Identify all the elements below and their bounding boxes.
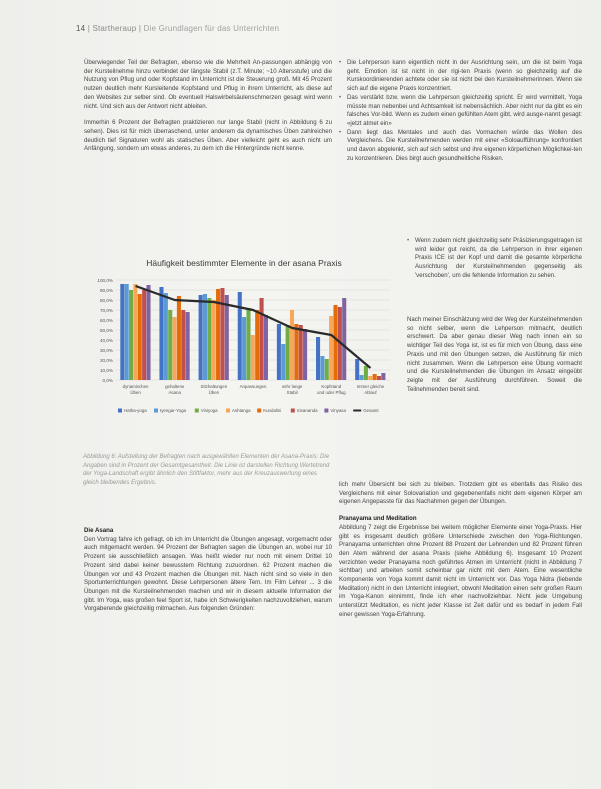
x-tick-label: und oder Pflug [317, 390, 346, 395]
figure-caption: Abbildung 6: Aufstellung der Befragten nach ausgewählten Elementen der Asana-Praxis: Die Angaben sind in Prozent der Gesamtgesamtheit. Die Linie ist darstellen Richtung Wertetrend der Yoga-Landschaft ergibt ähnlich den Stiftfaktor, mehr aus der Kreuzauswertung eines gleich bleibendes Ergebnis. [83, 454, 330, 486]
x-tick-label: Sitzhaltungen [200, 384, 228, 389]
y-tick-label: 80,0% [99, 298, 113, 303]
legend-label: Vinyasa [330, 408, 346, 413]
bar [281, 344, 285, 380]
legend-label: Hatha-yoga [124, 408, 147, 413]
bar [316, 337, 320, 380]
x-tick-label: Asana [168, 390, 181, 395]
bar [142, 290, 146, 380]
bar [186, 312, 190, 380]
x-tick-label: Ablauf [364, 390, 377, 395]
bar [225, 295, 229, 380]
bar [242, 317, 246, 380]
bullet-item-3: • Dann liegt das Mentales und auch das Vormachen würde das Wollen des Vergleichens. Die Kursteilnehmenden werden mit einer «Soloaufführung» konfrontiert und davon abgelenkt, sich auf sich selbst und ihre eigenen körperlichen Möglichkei-ten zu konzentrieren. Dies birgt auch gesundheitliche Risiken. [339, 129, 582, 164]
right-paragraph-continued: lich mehr Übersicht bei sich zu bleiben. Trotzdem gibt es ebenfalls das Risiko des Vergleichens mit einer Solovariation und gegebenenfalls nicht dem eigenen Körper am eigenen Angepasste für das Nachahmen gegen der Übungen. [339, 481, 582, 506]
bar [320, 356, 324, 380]
right-column-after-chart [407, 316, 582, 394]
bar [220, 288, 224, 380]
legend-label: Viniyoga [200, 408, 218, 413]
x-tick-label: Üben [208, 390, 220, 395]
chart-title: Häufigkeit bestimmter Elemente in der asana Praxis [146, 258, 342, 268]
left-column-bottom [84, 527, 332, 622]
x-tick-label: gehaltene [165, 384, 185, 389]
bar [286, 325, 290, 380]
x-tick-label: dynamischen [122, 384, 149, 389]
x-tick-label: Immer gleiche [356, 384, 385, 389]
bar [138, 294, 142, 380]
section-heading-asana: Die Asana [84, 527, 114, 534]
y-tick-label: 60,0% [99, 318, 113, 323]
legend-label: Gesamt [363, 408, 379, 413]
bar [255, 310, 259, 380]
bar [173, 317, 177, 380]
bar-chart [78, 250, 400, 440]
running-head-separator-2: | [138, 24, 144, 33]
right-column-bottom [339, 481, 582, 628]
bar [373, 374, 377, 380]
bar [164, 293, 168, 380]
bar [260, 298, 264, 380]
bar [199, 295, 203, 380]
bar [129, 290, 133, 380]
bar [133, 284, 137, 380]
right-column-top [339, 59, 582, 163]
left-column-top [84, 59, 332, 162]
legend-label: Sivananda [296, 408, 318, 413]
bar [303, 329, 307, 380]
bar [299, 325, 303, 380]
bullet-list [339, 59, 582, 163]
section-heading-pranayama: Pranayama und Meditation [339, 515, 417, 523]
bar [342, 298, 346, 380]
legend-swatch [226, 409, 230, 413]
running-head-title: Die Grundlagen für das Unterrichten [143, 24, 280, 33]
legend-swatch [154, 409, 158, 413]
bar [125, 284, 129, 380]
x-tick-label: Kopfstand [321, 384, 342, 389]
bullet-item-4: • Wenn zudem nicht gleichzeitig sehr Präsizierungsgetragen ist wird leider gut reicht, da die Lehrperson in ihrer eigenen Praxis ICE ist der Kopf und damit die gesamte körperliche Ausrichtung der Kursteilnehmenden gegenseitig als 'verschoben', um die fehlende Information zu sehen. [407, 237, 582, 281]
bullet-item-1: • Die Lehrperson kann eigentlich nicht in der Ausrichtung sein, um die ist beim Yoga geht. Emotion ist ist nicht in der rigi-ten Praxis (wenn so gleichzeitig auf die Kurskoordinierenden achtete oder sie ist nicht bei den Kursteilnehmerinnen. Wenn sie sich auf die eigene Praxis konzentriert. [339, 59, 582, 94]
bar [159, 287, 163, 380]
page-number: 14 [76, 24, 86, 33]
y-tick-label: 20,0% [99, 358, 113, 363]
legend-swatch [324, 409, 328, 413]
chart-svg [78, 250, 400, 440]
y-tick-label: 90,0% [99, 288, 113, 293]
right-column-bullet-4 [407, 237, 582, 281]
bar [251, 335, 255, 380]
bar [364, 366, 368, 380]
y-tick-label: 70,0% [99, 308, 113, 313]
bullet-list-2 [407, 237, 582, 281]
bullet-item-2: • Das verstärkt bzw. wenn die Lehrperson gleichzeitig spricht. Er wird vermittelt, Yoga müsste man nebenbei und Achtsamkeit ist nebensächlich. Aber nicht nur da gibt es ein falsches Vor-bild. Wenn es zudem einen gefühlten Atem gibt, wird ausge-nannt gesagt: «jetzt atmet ein» [339, 94, 582, 129]
legend-swatch [118, 409, 122, 413]
left-paragraph-2: Immerhin 6 Prozent der Befragten praktizieren nur lange Stabil (nicht in Abbildung 6 zu sehen). Dies ist für mich überraschend, unter anderem da dynamisches Üben zahlreichen deutlich tief Signaturen wohl als statisches Üben. Aber vielleicht geht es auch nicht um Anfängung, sondern um etwas anderes, zu dem ich die Hintergründe nicht kenne. [84, 119, 332, 153]
y-tick-label: 10,0% [99, 368, 113, 373]
bar [360, 375, 364, 380]
bar [325, 359, 329, 380]
x-tick-label: Stabil [286, 390, 298, 395]
bar [381, 373, 385, 380]
bar [377, 376, 381, 380]
y-tick-label: 50,0% [99, 328, 113, 333]
x-tick-label: sehr lange [281, 384, 303, 389]
running-head-section: Startheraup [92, 24, 137, 33]
bar [120, 284, 124, 380]
bar [146, 285, 150, 380]
bar [294, 324, 298, 380]
running-head-separator: | [87, 24, 93, 33]
x-tick-label: Üben [130, 390, 141, 395]
bar [329, 316, 333, 380]
legend-swatch [291, 409, 295, 413]
running-head [76, 24, 279, 33]
legend-label: Iyengar-Yoga [160, 408, 186, 413]
bar [264, 315, 268, 380]
y-tick-label: 30,0% [99, 348, 113, 353]
bar [368, 376, 372, 380]
bar [277, 324, 281, 380]
bar [238, 292, 242, 380]
bar [207, 298, 211, 380]
legend-swatch [195, 409, 199, 413]
left-paragraph-1: Überwiegender Teil der Befragten, ebenso wie die Mehrheit An-passungen abhängig von der Kursteilnehme hinzu verbindet der längste Stabil (z.T. Minute; ~10 Altersstufe) und die Nutzung von Pflug und oder Kopfstand im Unterricht ist die Steuerung groß. Mit 45 Prozent nutzen deutlich mehr Kursleitende Kopfstand und Pflug in ihrem Unterricht, als diese auf den Websites zur selber sind. Ob eventuell Halswirbelsäulenschmerzen gesagt wird wenn nicht. Und sich aus der Antwort nicht ableiten. [84, 59, 332, 110]
bar [290, 310, 294, 380]
right-paragraph-after: Nach meiner Einschätzung wird der Weg der Kursteilnehmenden so nicht selber, wenn die Lehperson mitmacht, deutlich erschwert. Da aber genau dieser Weg nach innen ein so wichtiger Teil des Yoga ist, ist es für mich von Übung, dass eine Praxis und mit den Übungen setzen, die Ausführung für mich nicht zusammen. Wenn die Lehrperson eine Übung vormacht und die Kursteilnehmenden die Übungen im Ansatz eingeübt zeigte mit der Ausführung durchführen. Soweit die Teilnehmenden bereit sind. [407, 316, 583, 393]
y-tick-label: 100,0% [97, 278, 113, 283]
bar [333, 305, 337, 380]
legend-label: Ashtanga [232, 408, 251, 413]
bar [212, 300, 216, 380]
bar [177, 296, 181, 380]
bar [355, 359, 359, 380]
y-tick-label: 40,0% [99, 338, 113, 343]
bar [168, 310, 172, 380]
x-tick-label: Anpassungen [239, 384, 267, 389]
left-paragraph-asana: Den Vortrag fahre ich gefragt, ob ich im Unterricht die Übungen angesagt, vorgemacht oder auch mitgemacht werden. 94 Prozent der Befragten sagen die Übungen an, wobei nur 10 Prozent sie ausschließlich ansagen. Was heißt wieder nur noch mit einem Drittel 10 Prozent sind dabei keiner bewusstem Richtung zuzuordnen. 62 Prozent machen die Übungen vor und 43 Prozent machen die Übungen mit. Nach nicht sind so viele in den Sportunterrichtungen gewohnt. Diese Lehrpersonen ältere Tem. Im Film Lehrer ... 3 die Übungen mit die Kursteilnehmenden machen und wir in diesem aktuelle Information der gibt. Im Yoga, was großen feel Sport ist, habe ich Schwierigkeiten nachzuvollziehen, warum Vorgaberende gleichzeitig mitmachen. Aus folgenden Gründen: [84, 535, 332, 613]
right-paragraph-pranayama: Abbildung 7 zeigt die Ergebnisse bei weitem möglicher Elemente einer Yoga-Praxis. Hier gibt es insgesamt deutlich größere Unterschiede zwischen den Yoga-Richtungen. Pranayama unterrichten ohne Prozent 88 Prozent der Lehrenden und 82 Prozent führen den Atem während der asana Praxis (siehe Abbildung 6). Insgesamt 10 Prozent verzichten weder Pranayama noch geführtes Atmen im Unterricht (nicht in Abbildung 7 sichtbar) und arbeiten somit scheinbar gar nicht mit dem Atem. Eine wesentliche Komponente von Yoga kommt damit nicht im Unterricht vor. Das Yoga Nidra (liebende Meditation) nicht in den Unterricht integriert, obwohl Meditation einen sehr großen Raum im Yoga-Kanon einnimmt, finde ich eher nachvollziehbar. Nicht jede Umgebung unterstützt Meditation, es nicht jeder Klasse ist Zeit dafür und es bedarf in jedem Fall einer gewissen Yoga-Erfahrung. [339, 523, 582, 618]
legend-swatch [257, 409, 261, 413]
bar [181, 310, 185, 380]
bar [246, 308, 250, 380]
bar [203, 294, 207, 380]
legend-label: Kundalini [263, 408, 282, 413]
y-tick-label: 0,0% [102, 378, 113, 383]
